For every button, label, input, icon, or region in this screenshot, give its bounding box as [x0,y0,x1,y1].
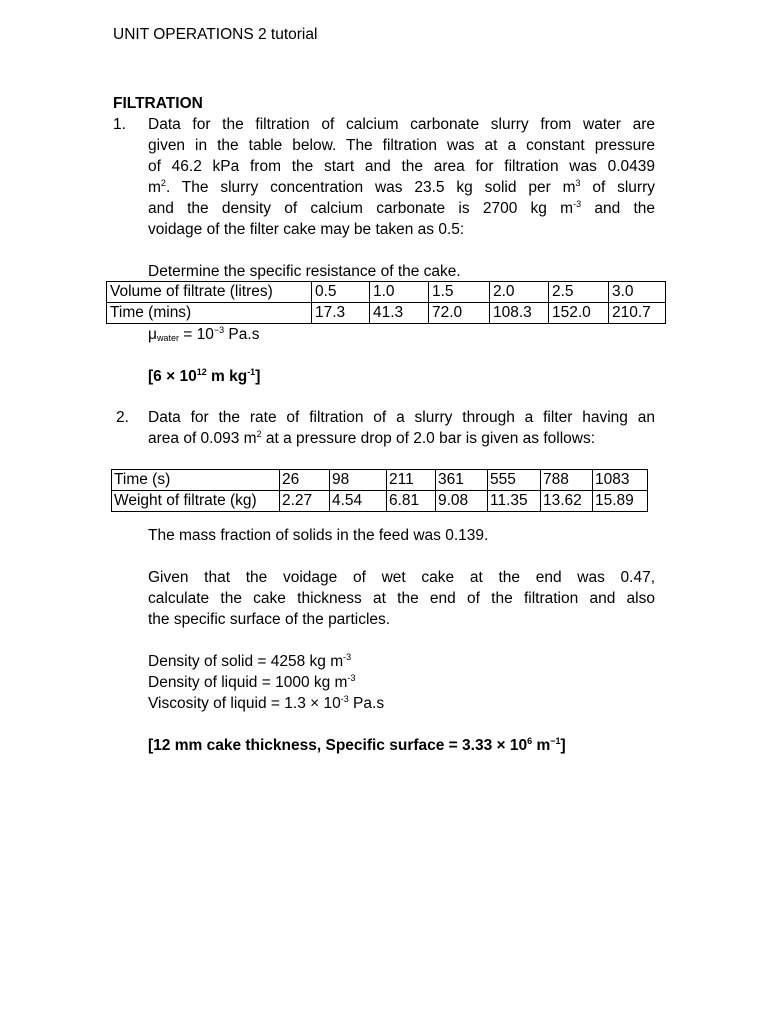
table-row [112,491,648,512]
q1-line: voidage of the filter cake may be taken as 0.5: [148,221,465,238]
q1-line: $m^2$. The slurry concentration was 23.5 kg solid per $m^3$ of slurry [148,178,655,196]
table-cell: 13.62 [541,491,593,512]
table-row [107,282,666,303]
table-cell: 211 [387,470,436,491]
table-cell: 17.3 [312,303,370,324]
table-cell: 72.0 [429,303,490,324]
table-cell: 3.0 [609,282,666,303]
q2-line: calculate the cake thickness at the end of the filtration and also [148,590,655,607]
q1-line: given in the table below. The filtration was at a constant pressure [148,137,655,154]
mass-fraction-text: The mass fraction of solids in the feed was 0.139. [148,527,489,544]
table-cell: 4.54 [330,491,387,512]
question-1-answer: [$6 \times 10^{12}$ m $kg^{-1}$] [148,367,261,385]
table-cell: 6.81 [387,491,436,512]
table-cell: 26 [280,470,330,491]
table-cell: 41.3 [370,303,429,324]
filtration-data-table-2 [111,469,648,512]
table-cell: 98 [330,470,387,491]
table-cell: Volume of filtrate (litres) [107,282,312,303]
table-cell: 108.3 [490,303,549,324]
q1-line: and the density of calcium carbonate is 2700 kg $m^{-3}$ and the [148,199,655,217]
table-cell: 0.5 [312,282,370,303]
table-cell: 152.0 [549,303,609,324]
q1-line: Data for the filtration of calcium carbonate slurry from water are [148,116,655,133]
table-cell: Time (mins) [107,303,312,324]
document-title: UNIT OPERATIONS 2 tutorial [113,26,318,43]
viscosity-liquid: Viscosity of liquid = $1.3 \times 10^{-3}$ Pa.s [148,694,385,712]
table-cell: 788 [541,470,593,491]
question-1-number: 1. [113,116,126,133]
table-row [112,470,648,491]
table-cell: 2.5 [549,282,609,303]
q1-line: of 46.2 kPa from the start and the area for filtration was 0.0439 [148,158,655,175]
q2-line: area of 0.093 $m^2$ at a pressure drop of 2.0 bar is given as follows: [148,429,596,447]
table-cell: 555 [488,470,541,491]
table-cell: 1083 [593,470,648,491]
question-1-task: Determine the specific resistance of the cake. [148,263,461,280]
table-cell: 361 [436,470,488,491]
table-cell: 1.5 [429,282,490,303]
filtration-data-table-1 [106,281,666,324]
section-heading: FILTRATION [113,95,203,112]
question-2-answer: [12 mm cake thickness, Specific surface = $3.33 \times 10^6$ $m^{-1}$] [148,736,566,754]
q2-line: the specific surface of the particles. [148,611,391,628]
q2-line: Data for the rate of filtration of a slurry through a filter having an [148,409,655,426]
q2-line: Given that the voidage of wet cake at the end was 0.47, [148,569,655,586]
question-2-number: 2. [116,409,129,426]
table-cell: 1.0 [370,282,429,303]
table-cell: 15.89 [593,491,648,512]
density-solid: Density of solid = 4258 kg $m^{-3}$ [148,652,352,670]
density-liquid: Density of liquid = 1000 kg $m^{-3}$ [148,673,356,691]
table-cell: Weight of filtrate (kg) [112,491,280,512]
table-row [107,303,666,324]
table-cell: 2.0 [490,282,549,303]
table-cell: 9.08 [436,491,488,512]
table-cell: 2.27 [280,491,330,512]
table-cell: 11.35 [488,491,541,512]
viscosity-water: $\mu_{water} = 10^{-3}$ Pa.s [148,325,260,343]
table-cell: Time (s) [112,470,280,491]
table-cell: 210.7 [609,303,666,324]
